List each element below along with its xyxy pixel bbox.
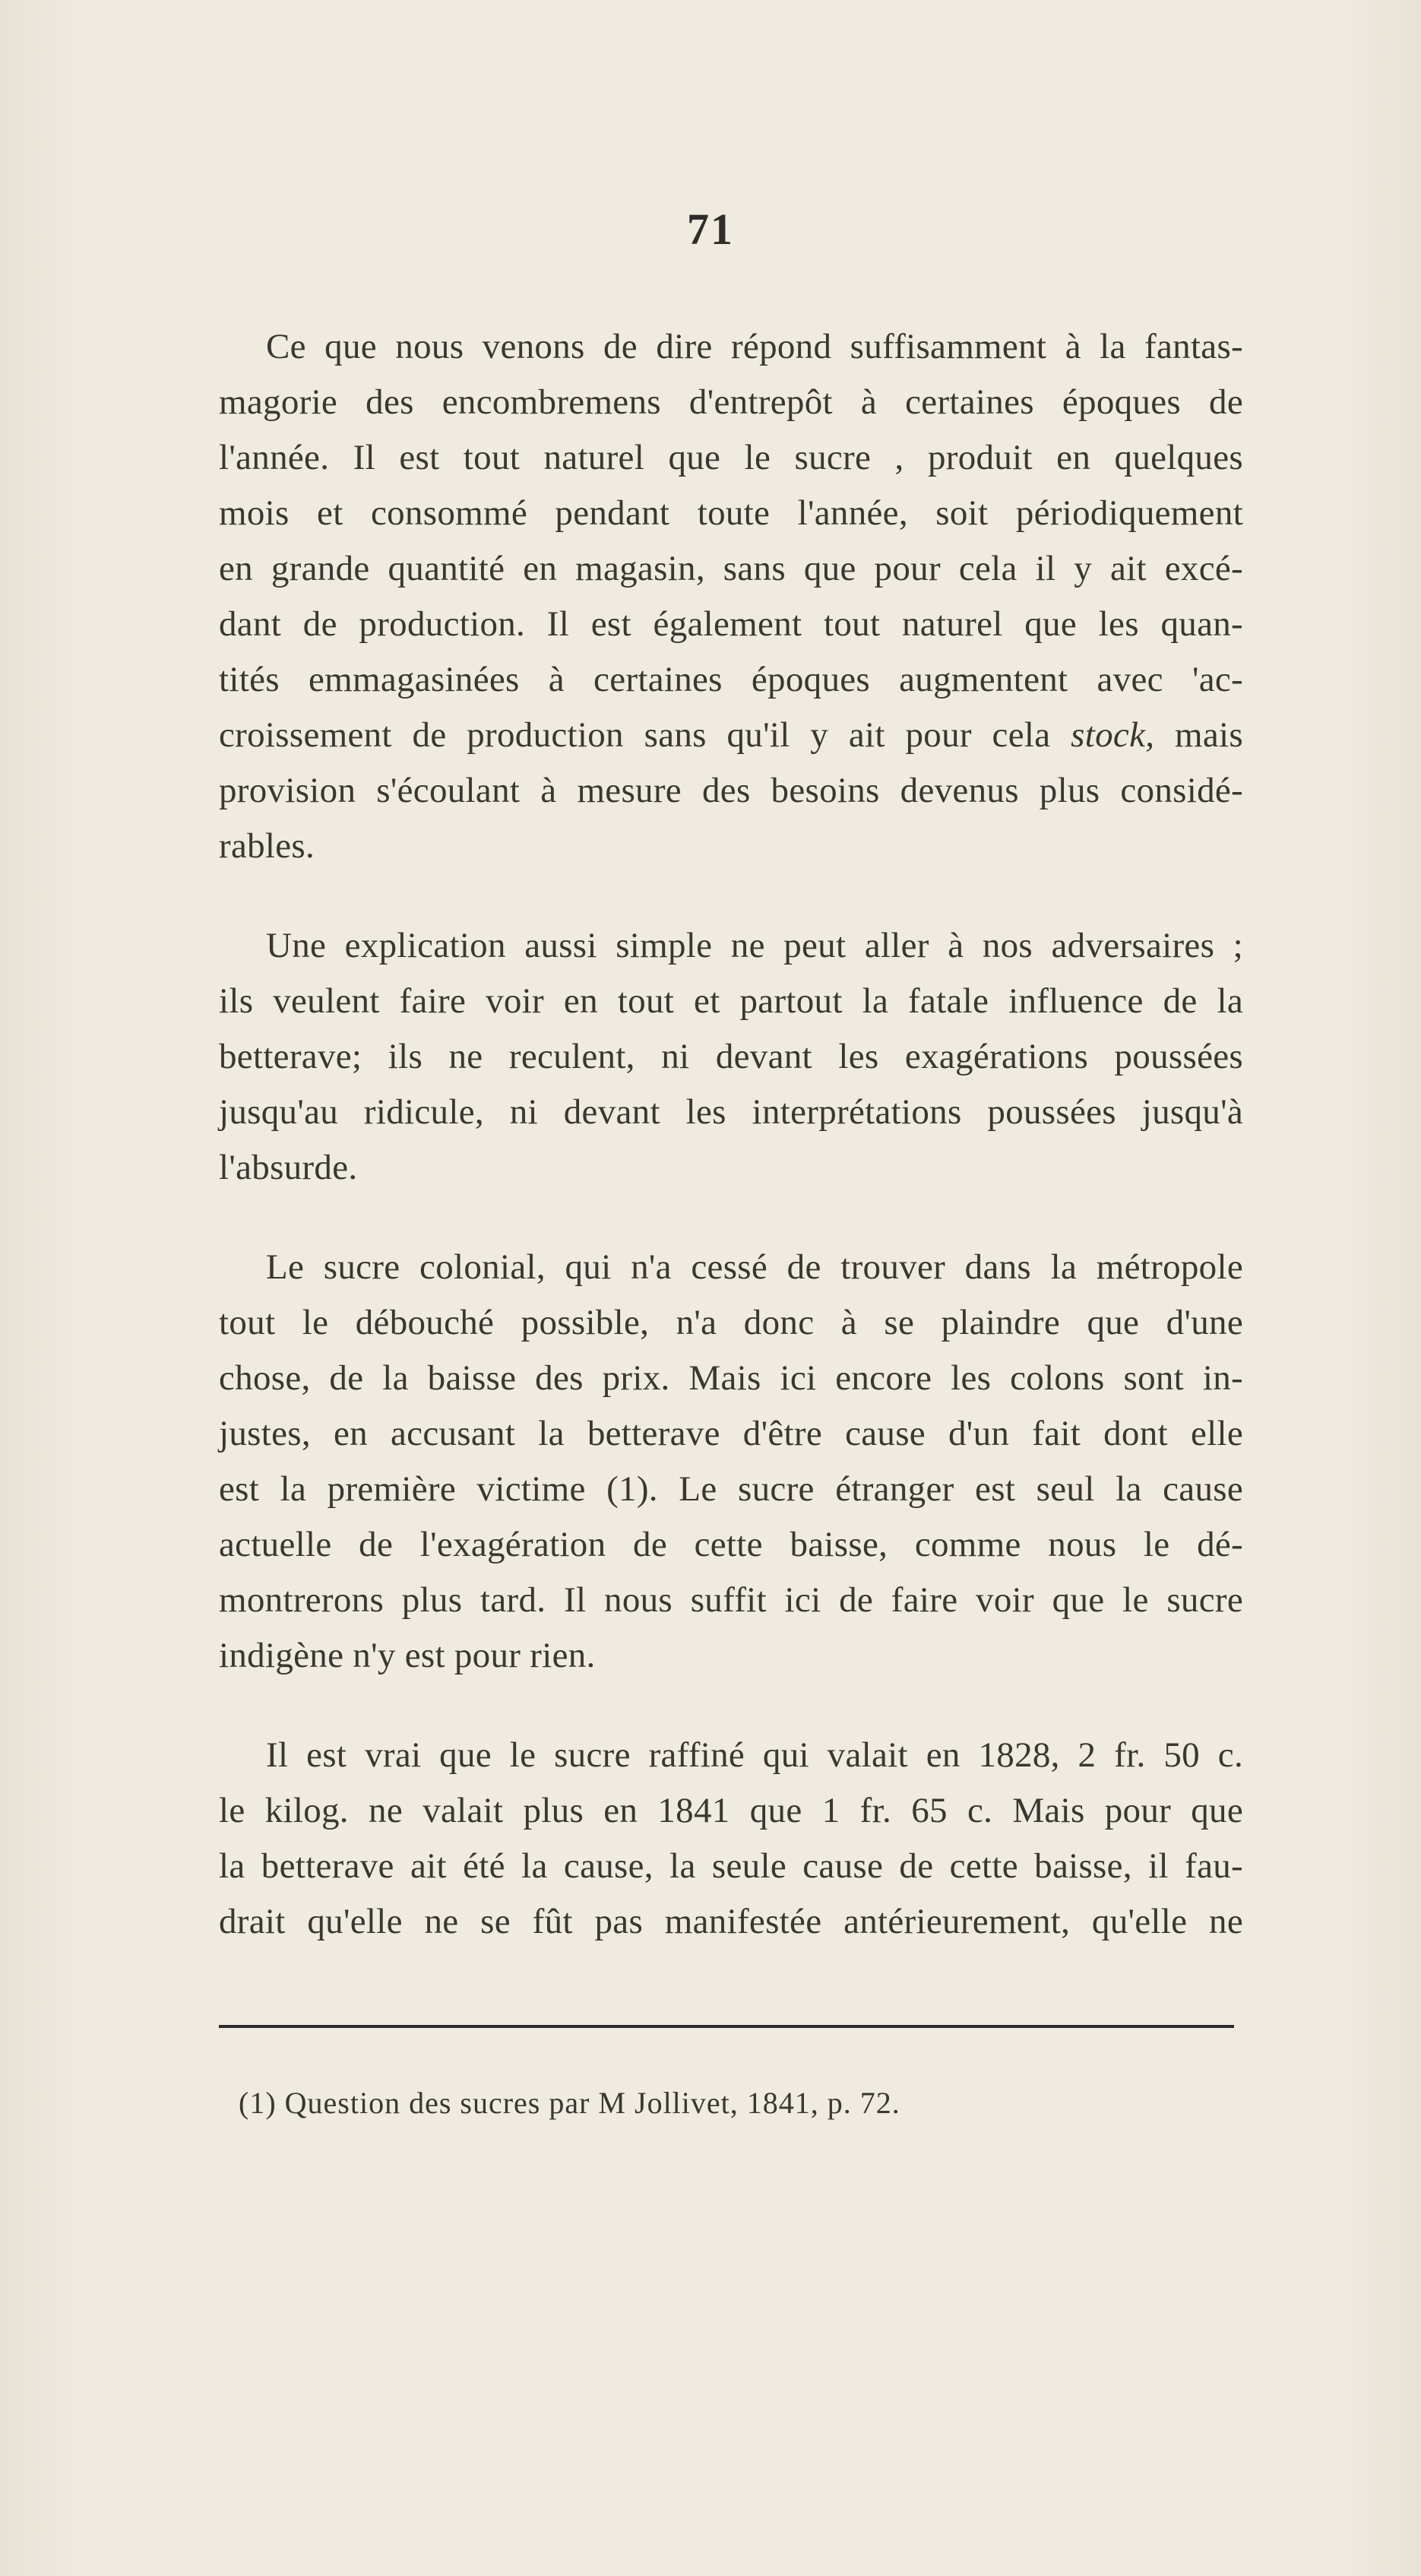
text-line: l'absurde.: [219, 1148, 358, 1187]
text-line: justes, en accusant la betterave d'être cause d'un fait dont elle: [219, 1414, 1243, 1453]
text-line: l'année. Il est tout naturel que le sucre , produit en quelques: [219, 438, 1243, 477]
text-line: actuelle de l'exagération de cette baisse, comme nous le dé-: [219, 1525, 1243, 1564]
paragraph-4: [219, 1728, 1243, 1950]
text-line: magorie des encombremens d'entrepôt à certaines époques de: [219, 382, 1243, 422]
text-line: dant de production. Il est également tout naturel que les quan-: [219, 604, 1243, 644]
text-line-with-emphasis: [219, 708, 1243, 763]
text-line: Il est vrai que le sucre raffiné qui valait en 1828, 2 fr. 50 c.: [266, 1735, 1243, 1775]
text-line: Ce que nous venons de dire répond suffisamment à la fantas-: [266, 327, 1243, 366]
text-line: ils veulent faire voir en tout et partout la fatale influence de la: [219, 981, 1243, 1021]
text-line: est la première victime (1). Le sucre étranger est seul la cause: [219, 1469, 1243, 1509]
emphasis-stock: stock,: [1071, 715, 1155, 755]
text-segment: mais: [1154, 715, 1243, 755]
text-line: indigène n'y est pour rien.: [219, 1636, 596, 1675]
text-line: rables.: [219, 826, 315, 866]
text-line: Le sucre colonial, qui n'a cessé de trouver dans la métropole: [266, 1247, 1243, 1287]
paragraph-1: [219, 319, 1243, 874]
text-line: le kilog. ne valait plus en 1841 que 1 fr. 65 c. Mais pour que: [219, 1791, 1243, 1830]
text-line: montrerons plus tard. Il nous suffit ici de faire voir que le sucre: [219, 1580, 1243, 1620]
text-line: drait qu'elle ne se fût pas manifestée antérieurement, qu'elle ne: [219, 1902, 1243, 1941]
page-number: 71: [687, 204, 734, 254]
footnote: (1) Question des sucres par M Jollivet, 1841, p. 72.: [239, 2086, 900, 2120]
text-line: en grande quantité en magasin, sans que pour cela il y ait excé-: [219, 549, 1243, 588]
text-line: chose, de la baisse des prix. Mais ici encore les colons sont in-: [219, 1358, 1243, 1398]
paragraph-3: [219, 1240, 1243, 1684]
footnote-divider: [219, 2025, 1234, 2028]
text-line: jusqu'au ridicule, ni devant les interprétations poussées jusqu'à: [219, 1092, 1243, 1132]
text-line: Une explication aussi simple ne peut aller à nos adversaires ;: [266, 926, 1243, 965]
text-line: tités emmagasinées à certaines époques augmentent avec 'ac-: [219, 660, 1243, 699]
text-line: provision s'écoulant à mesure des besoins devenus plus considé-: [219, 771, 1243, 810]
paragraph-2: [219, 918, 1243, 1196]
text-line: tout le débouché possible, n'a donc à se plaindre que d'une: [219, 1303, 1243, 1342]
text-line: la betterave ait été la cause, la seule cause de cette baisse, il fau-: [219, 1846, 1243, 1886]
text-line: betterave; ils ne reculent, ni devant les exagérations poussées: [219, 1037, 1243, 1076]
text-segment: croissement de production sans qu'il y ait pour cela: [219, 715, 1051, 755]
body-text: [219, 319, 1243, 1994]
text-line: mois et consommé pendant toute l'année, soit périodiquement: [219, 493, 1243, 533]
